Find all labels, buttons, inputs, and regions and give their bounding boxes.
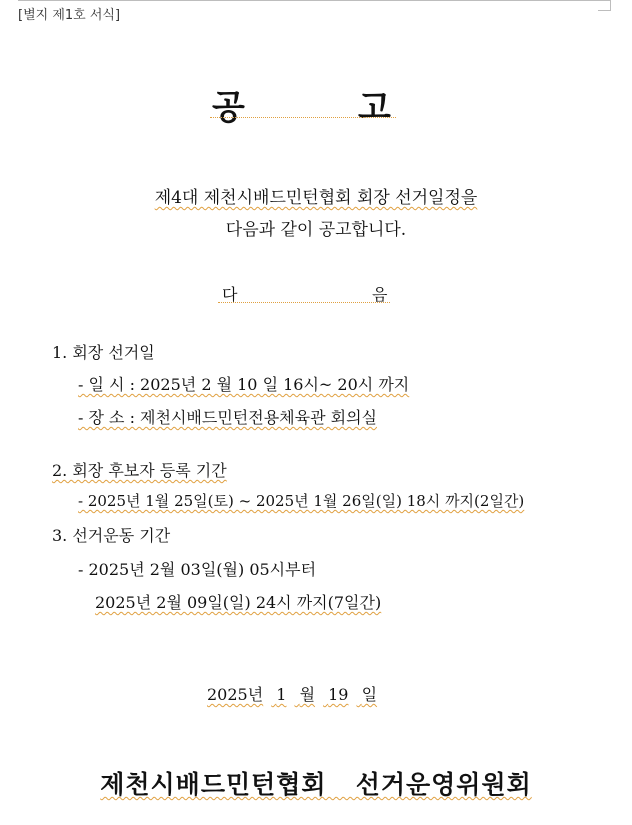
date-month-unit: 월 bbox=[299, 685, 316, 704]
item-3-title: 3. 선거운동 기간 bbox=[52, 526, 171, 545]
item-1-place: - 장 소 : 제천시배드민턴전용체육관 회의실 bbox=[78, 408, 377, 427]
title-underline bbox=[210, 117, 396, 118]
announcement-date bbox=[207, 682, 385, 705]
item-3-end: 2025년 2월 09일(일) 24시 까지(7일간) bbox=[95, 593, 382, 612]
title-char-1: 공 bbox=[212, 88, 245, 128]
section-heading-char-2: 음 bbox=[372, 285, 388, 304]
item-1-title: 1. 회장 선거일 bbox=[52, 343, 155, 362]
intro-line-2: 다음과 같이 공고합니다. bbox=[225, 220, 407, 240]
date-month-number: 1 bbox=[276, 685, 287, 704]
signature-committee bbox=[0, 765, 632, 801]
intro-line-1: 제4대 제천시배드민턴협회 회장 선거일정을 bbox=[154, 188, 478, 208]
item-2-period: - 2025년 1월 25일(토) ~ 2025년 1월 26일(일) 18시 까지(2일간) bbox=[78, 492, 525, 510]
form-label: [별지 제1호 서식] bbox=[18, 8, 121, 23]
date-year: 2025년 bbox=[207, 685, 264, 704]
item-2-title: 2. 회장 후보자 등록 기간 bbox=[52, 461, 227, 480]
item-1-date: - 일 시 : 2025년 2 월 10 일 16시~ 20시 까지 bbox=[78, 375, 410, 394]
item-3-start: - 2025년 2월 03일(월) 05시부터 bbox=[78, 560, 317, 579]
page-corner-mark bbox=[598, 0, 611, 11]
section-heading-char-1: 다 bbox=[222, 285, 238, 304]
intro-text bbox=[0, 182, 632, 246]
date-day-number: 19 bbox=[328, 685, 349, 704]
page-top-border bbox=[18, 0, 610, 1]
date-day-unit: 일 bbox=[361, 685, 378, 704]
section-heading-underline bbox=[218, 302, 390, 303]
signature-text: 제천시배드민턴협회 선거운영위원회 bbox=[100, 770, 532, 799]
title-char-2: 고 bbox=[358, 88, 391, 128]
